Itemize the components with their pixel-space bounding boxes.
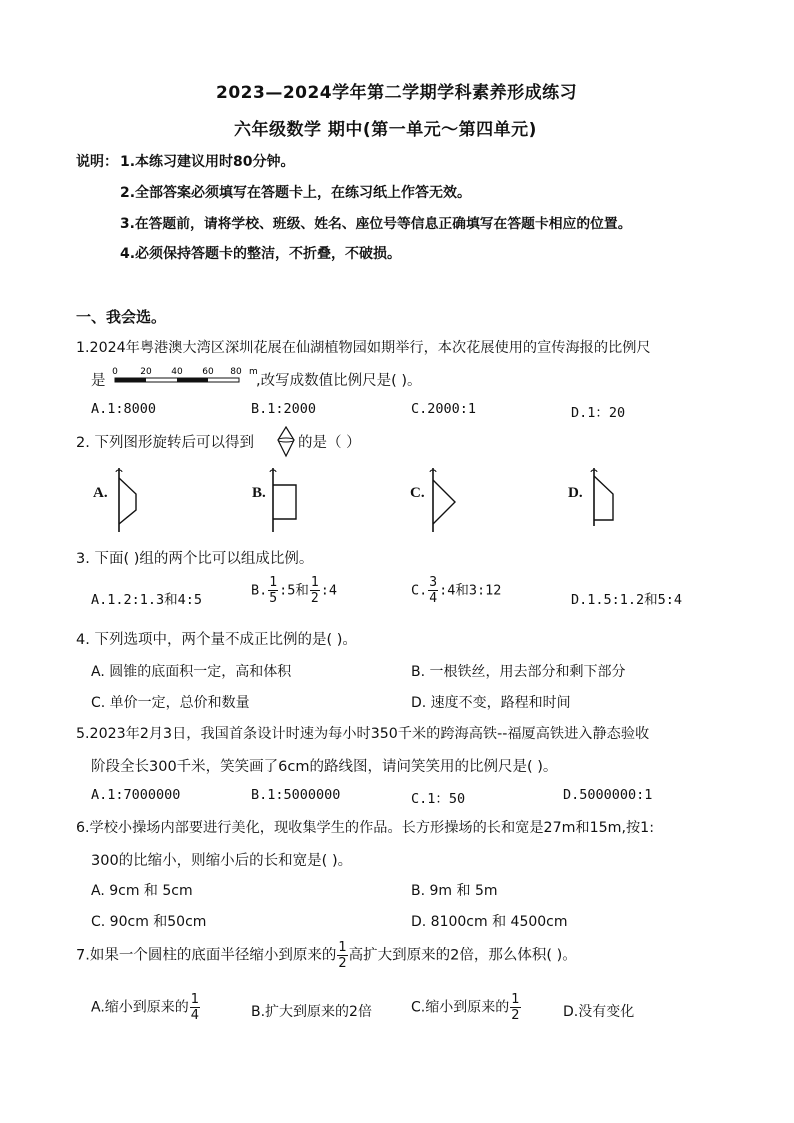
scale-bar-graphic (108, 364, 258, 388)
q5-option-c[interactable]: C.1：50 (411, 791, 466, 807)
q2-option-c-label[interactable]: C. (410, 485, 425, 501)
q5-option-b[interactable]: B.1:5000000 (251, 787, 341, 803)
q7-stem (76, 941, 577, 970)
exam-title: 2023—2024学年第二学期学科素养形成练习 (216, 83, 578, 103)
q6-option-b[interactable]: B. 9m 和 5m (411, 883, 498, 899)
q3-option-b[interactable] (251, 576, 337, 605)
note-item-4: 4.必须保持答题卡的整洁，不折叠，不破损。 (120, 246, 402, 262)
q6-line2: 300的比缩小，则缩小后的长和宽是( )。 (91, 853, 353, 869)
scale-tick-40: 40 (171, 367, 183, 377)
exam-subtitle: 六年级数学 期中(第一单元～第四单元) (234, 120, 537, 140)
scale-tick-60: 60 (202, 367, 214, 377)
fraction: $\frac{1}{4}$ (190, 992, 200, 1023)
scale-tick-20: 20 (140, 367, 152, 377)
q7-option-a[interactable] (91, 993, 201, 1022)
scale-tick-0: 0 (112, 367, 118, 377)
q2-option-b-figure[interactable] (266, 464, 306, 534)
q3-b-prefix: B. (251, 582, 268, 599)
q7-option-b[interactable]: B.扩大到原来的2倍 (251, 1004, 372, 1020)
q6-option-a[interactable]: A. 9cm 和 5cm (91, 883, 193, 899)
q4-option-b[interactable]: B. 一根铁丝，用去部分和剩下部分 (411, 664, 626, 680)
q2-option-d-label[interactable]: D. (568, 485, 583, 501)
note-item-3: 3.在答题前，请将学校、班级、姓名、座位号等信息正确填写在答题卡相应的位置。 (120, 216, 632, 232)
q3-b-mid: :5和 (279, 582, 309, 599)
fraction: $\frac{1}{2}$ (338, 940, 347, 971)
q4-stem: 4. 下列选项中，两个量不成正比例的是( )。 (76, 632, 357, 648)
section-title: 一、我会选。 (76, 308, 167, 326)
q7-a-text: A.缩小到原来的 (91, 999, 189, 1016)
notes-prefix: 说明： (76, 154, 118, 170)
q3-option-c[interactable] (411, 576, 501, 605)
scale-bar (108, 364, 258, 388)
q7-stem-pre: 7.如果一个圆柱的底面半径缩小到原来的 (76, 947, 337, 964)
q4-option-c[interactable]: C. 单价一定，总价和数量 (91, 695, 250, 711)
q1-option-c[interactable]: C.2000:1 (411, 401, 477, 417)
note-item-2: 2.全部答案必须填写在答题卡上，在练习纸上作答无效。 (120, 185, 472, 201)
scale-unit: m (249, 367, 258, 377)
q6-option-d[interactable]: D. 8100cm 和 4500cm (411, 914, 568, 930)
q1-line2-post: ,改写成数值比例尺是( )。 (256, 373, 422, 389)
q3-c-prefix: C. (411, 582, 428, 599)
q3-b-post: :4 (320, 582, 337, 599)
q5-line2: 阶段全长300千米，笑笑画了6cm的路线图，请问笑笑用的比例尺是( )。 (91, 759, 558, 775)
q5-option-d[interactable]: D.5000000:1 (563, 787, 653, 803)
q5-line1: 5.2023年2月3日，我国首条设计时速为每小时350千米的跨海高铁--福厦高铁进入静态验收 (76, 726, 650, 742)
fraction: $\frac{3}{4}$ (429, 575, 438, 606)
q1-option-a[interactable]: A.1:8000 (91, 401, 157, 417)
q6-line1: 6.学校小操场内部要进行美化，现收集学生的作品。长方形操场的长和宽是27m和15m,按1: (76, 820, 654, 836)
fraction: $\frac{1}{5}$ (269, 575, 278, 606)
q5-option-a[interactable]: A.1:7000000 (91, 787, 181, 803)
q4-option-d[interactable]: D. 速度不变，路程和时间 (411, 695, 571, 711)
q3-c-post: :4和3:12 (439, 582, 502, 599)
q1-line1: 1.2024年粤港澳大湾区深圳花展在仙湖植物园如期举行，本次花展使用的宣传海报的比例尺 (76, 340, 651, 356)
fraction: $\frac{1}{2}$ (310, 575, 319, 606)
scale-tick-80: 80 (230, 367, 242, 377)
q7-stem-post: 高扩大到原来的2倍，那么体积( )。 (348, 947, 577, 964)
q3-option-d[interactable]: D.1.5:1.2和5:4 (571, 592, 683, 608)
q4-option-a[interactable]: A. 圆锥的底面积一定，高和体积 (91, 664, 292, 680)
fraction: $\frac{1}{2}$ (511, 992, 520, 1023)
q2-stem-post: 的是（ ） (298, 435, 361, 451)
q3-stem: 3. 下面( )组的两个比可以组成比例。 (76, 551, 314, 567)
q2-option-a-label[interactable]: A. (93, 485, 108, 501)
q7-c-text: C.缩小到原来的 (411, 999, 510, 1016)
q1-line2-pre: 是 (91, 373, 106, 389)
q2-target-shape (276, 426, 296, 458)
q7-option-c[interactable] (411, 993, 522, 1022)
q7-option-d[interactable]: D.没有变化 (563, 1004, 635, 1020)
q3-option-a[interactable]: A.1.2:1.3和4:5 (91, 592, 203, 608)
note-item-1: 1.本练习建议用时80分钟。 (120, 154, 295, 170)
q1-option-b[interactable]: B.1:2000 (251, 401, 317, 417)
q2-option-a-figure[interactable] (108, 464, 148, 534)
q2-option-d-figure[interactable] (583, 464, 623, 534)
q6-option-c[interactable]: C. 90cm 和50cm (91, 914, 207, 930)
q1-option-d[interactable]: D.1：20 (571, 405, 626, 421)
q2-option-b-label[interactable]: B. (252, 485, 266, 501)
q2-stem-pre: 2. 下列图形旋转后可以得到 (76, 435, 254, 451)
q2-option-c-figure[interactable] (425, 464, 465, 534)
